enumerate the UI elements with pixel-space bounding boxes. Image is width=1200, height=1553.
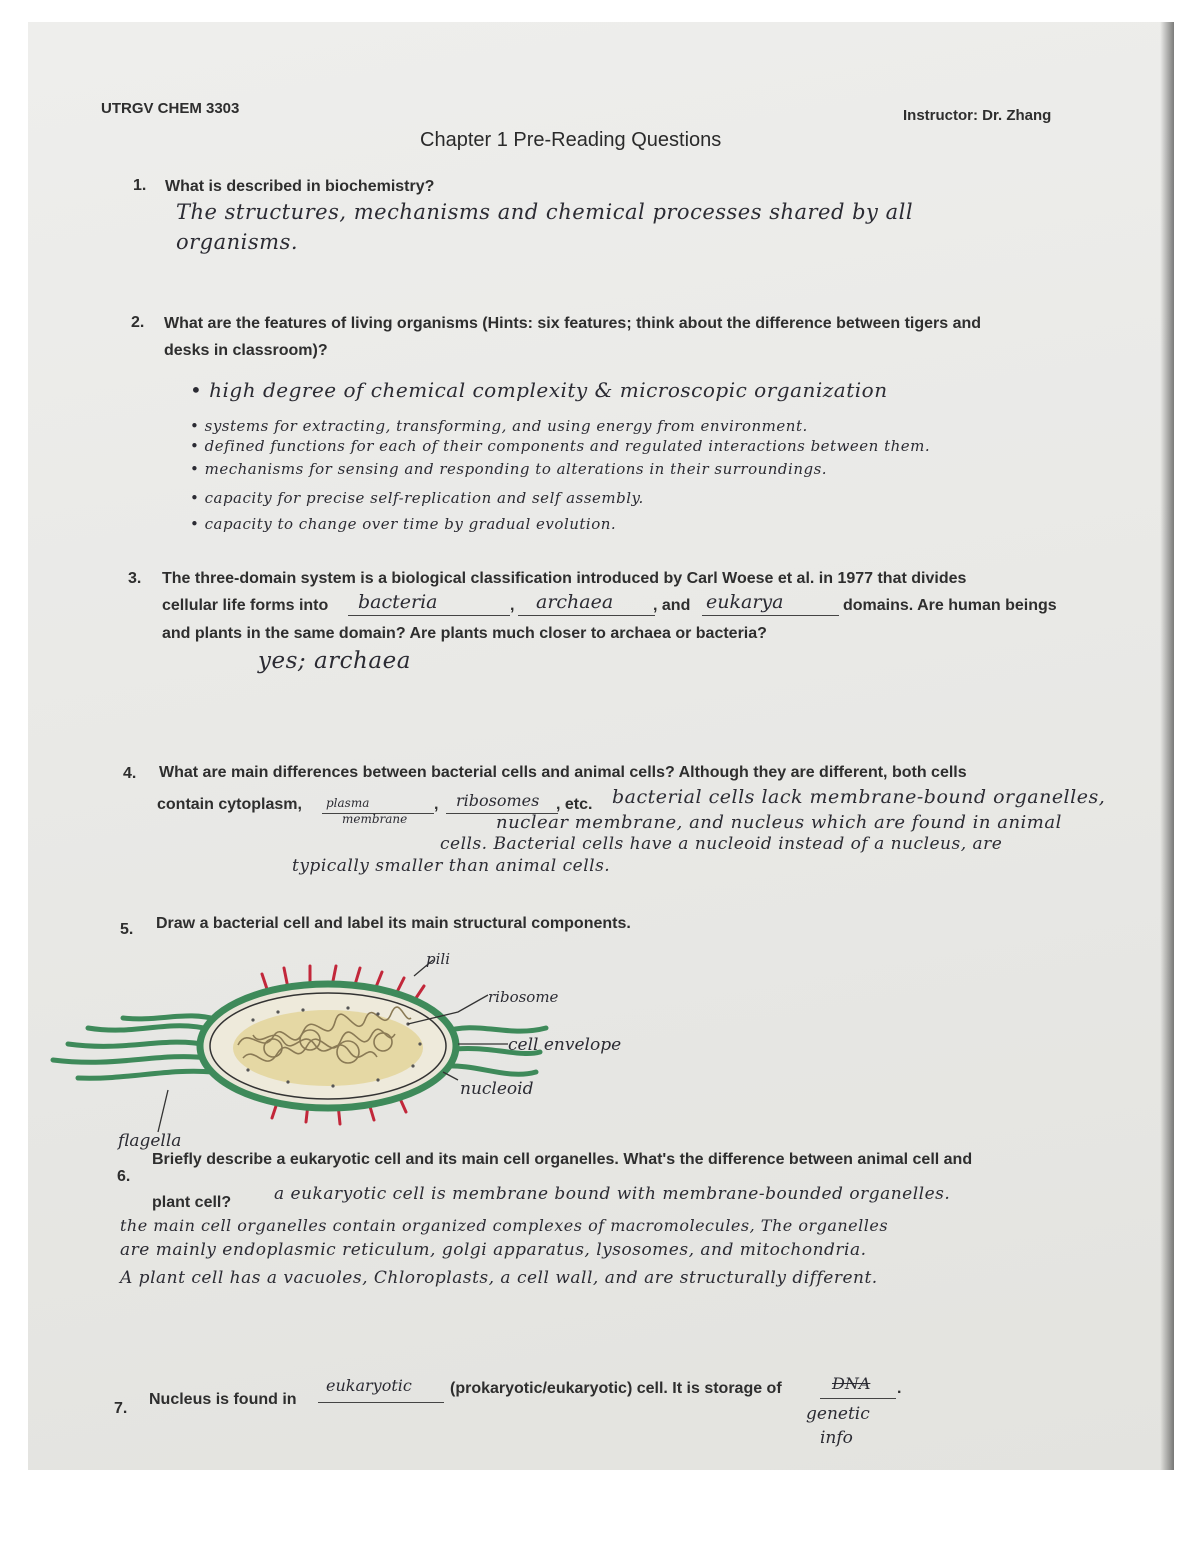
q2-answer-item: • high degree of chemical complexity & microscopic organization [190, 378, 888, 402]
label-ribosome: ribosome [488, 988, 559, 1006]
q4-blank2: ribosomes [456, 791, 540, 810]
q4-line2-start: contain cytoplasm, [157, 796, 302, 813]
q2-question-line1: What are the features of living organisms (Hints: six features; think about the difference between tigers and [164, 315, 982, 332]
q7-period: . [897, 1380, 902, 1397]
q6-answer-line4: A plant cell has a vacuoles, Chloroplasts, a cell wall, and are structurally different. [120, 1268, 878, 1288]
q2-number: 2. [131, 314, 145, 331]
q4-line1: What are main differences between bacterial cells and animal cells? Although they are different, both cells [159, 764, 967, 781]
q3-and: , and [653, 597, 691, 614]
q4-answer-line4: typically smaller than animal cells. [292, 856, 611, 876]
q7-text-middle: (prokaryotic/eukaryotic) cell. It is storage of [450, 1380, 782, 1397]
q4-answer-line1: bacterial cells lack membrane-bound organelles, [612, 786, 1106, 808]
q7-blank2-line1: genetic [806, 1404, 870, 1424]
q1-question: What is described in biochemistry? [165, 178, 435, 195]
course-label: UTRGV CHEM 3303 [101, 100, 240, 117]
q3-line2-start: cellular life forms into [162, 597, 329, 614]
bacterial-cell-drawing [48, 940, 668, 1150]
q1-answer-line2: organisms. [176, 230, 299, 254]
q5-number: 5. [120, 921, 134, 938]
q7-blank1: eukaryotic [326, 1376, 412, 1395]
q4-answer-line3: cells. Bacterial cells have a nucleoid instead of a nucleus, are [440, 834, 1003, 854]
q4-blank1-bottom: membrane [342, 812, 408, 826]
q3-answer: yes; archaea [258, 648, 411, 674]
paper-edge-shadow [1160, 22, 1174, 1470]
q3-number: 3. [128, 570, 142, 587]
label-flagella: flagella [118, 1131, 182, 1150]
q3-blank1: bacteria [358, 591, 438, 613]
label-pili: pili [426, 950, 450, 968]
q3-comma: , [510, 597, 515, 614]
page-title: Chapter 1 Pre-Reading Questions [420, 129, 722, 151]
flagella-strands [53, 1016, 218, 1078]
q6-line2: plant cell? [152, 1194, 232, 1211]
q3-line2-end: domains. Are human beings [843, 597, 1057, 614]
q2-answer-item: • capacity to change over time by gradual evolution. [190, 515, 617, 533]
q7-blank2-struck: DNA [832, 1374, 871, 1393]
q2-answer-item: • defined functions for each of their components and regulated interactions between them. [190, 437, 931, 455]
q6-answer-line3: are mainly endoplasmic reticulum, golgi apparatus, lysosomes, and mitochondria. [120, 1240, 867, 1260]
q2-answer-item: • mechanisms for sensing and responding to alterations in their surroundings. [190, 460, 828, 478]
q4-comma: , [434, 796, 439, 813]
q4-blank1-top: plasma [326, 796, 370, 810]
q5-question: Draw a bacterial cell and label its main structural components. [156, 915, 631, 932]
instructor-label: Instructor: Dr. Zhang [903, 107, 1052, 124]
q4-answer-line2: nuclear membrane, and nucleus which are found in animal [496, 812, 1062, 833]
q6-answer-line2: the main cell organelles contain organized complexes of macromolecules, The organelles [120, 1216, 889, 1235]
q2-answer-item: • capacity for precise self-replication and self assembly. [190, 489, 644, 507]
q2-question-line2: desks in classroom)? [164, 342, 328, 359]
q3-blank2: archaea [536, 591, 614, 613]
q1-answer-line1: The structures, mechanisms and chemical processes shared by all [176, 200, 914, 224]
q7-blank2-line2: info [820, 1428, 853, 1448]
q3-blank3: eukarya [706, 591, 784, 613]
q4-number: 4. [123, 765, 137, 782]
q7-text-start: Nucleus is found in [149, 1391, 297, 1408]
label-nucleoid: nucleoid [460, 1079, 534, 1099]
q3-line1: The three-domain system is a biological classification introduced by Carl Woese et al. in 1977 that divides [162, 570, 967, 587]
q4-etc: , etc. [556, 796, 593, 813]
q3-line3: and plants in the same domain? Are plants much closer to archaea or bacteria? [162, 625, 767, 642]
q1-number: 1. [133, 177, 147, 194]
q6-line1: Briefly describe a eukaryotic cell and its main cell organelles. What's the difference between animal cell and [152, 1151, 973, 1168]
q2-answer-item: • systems for extracting, transforming, and using energy from environment. [190, 417, 808, 435]
q6-answer-line1: a eukaryotic cell is membrane bound with membrane-bounded organelles. [274, 1184, 951, 1204]
cytoplasm [233, 1010, 423, 1086]
q7-number: 7. [114, 1400, 128, 1417]
q6-number: 6. [117, 1168, 131, 1185]
label-cell-envelope: cell envelope [508, 1035, 622, 1055]
